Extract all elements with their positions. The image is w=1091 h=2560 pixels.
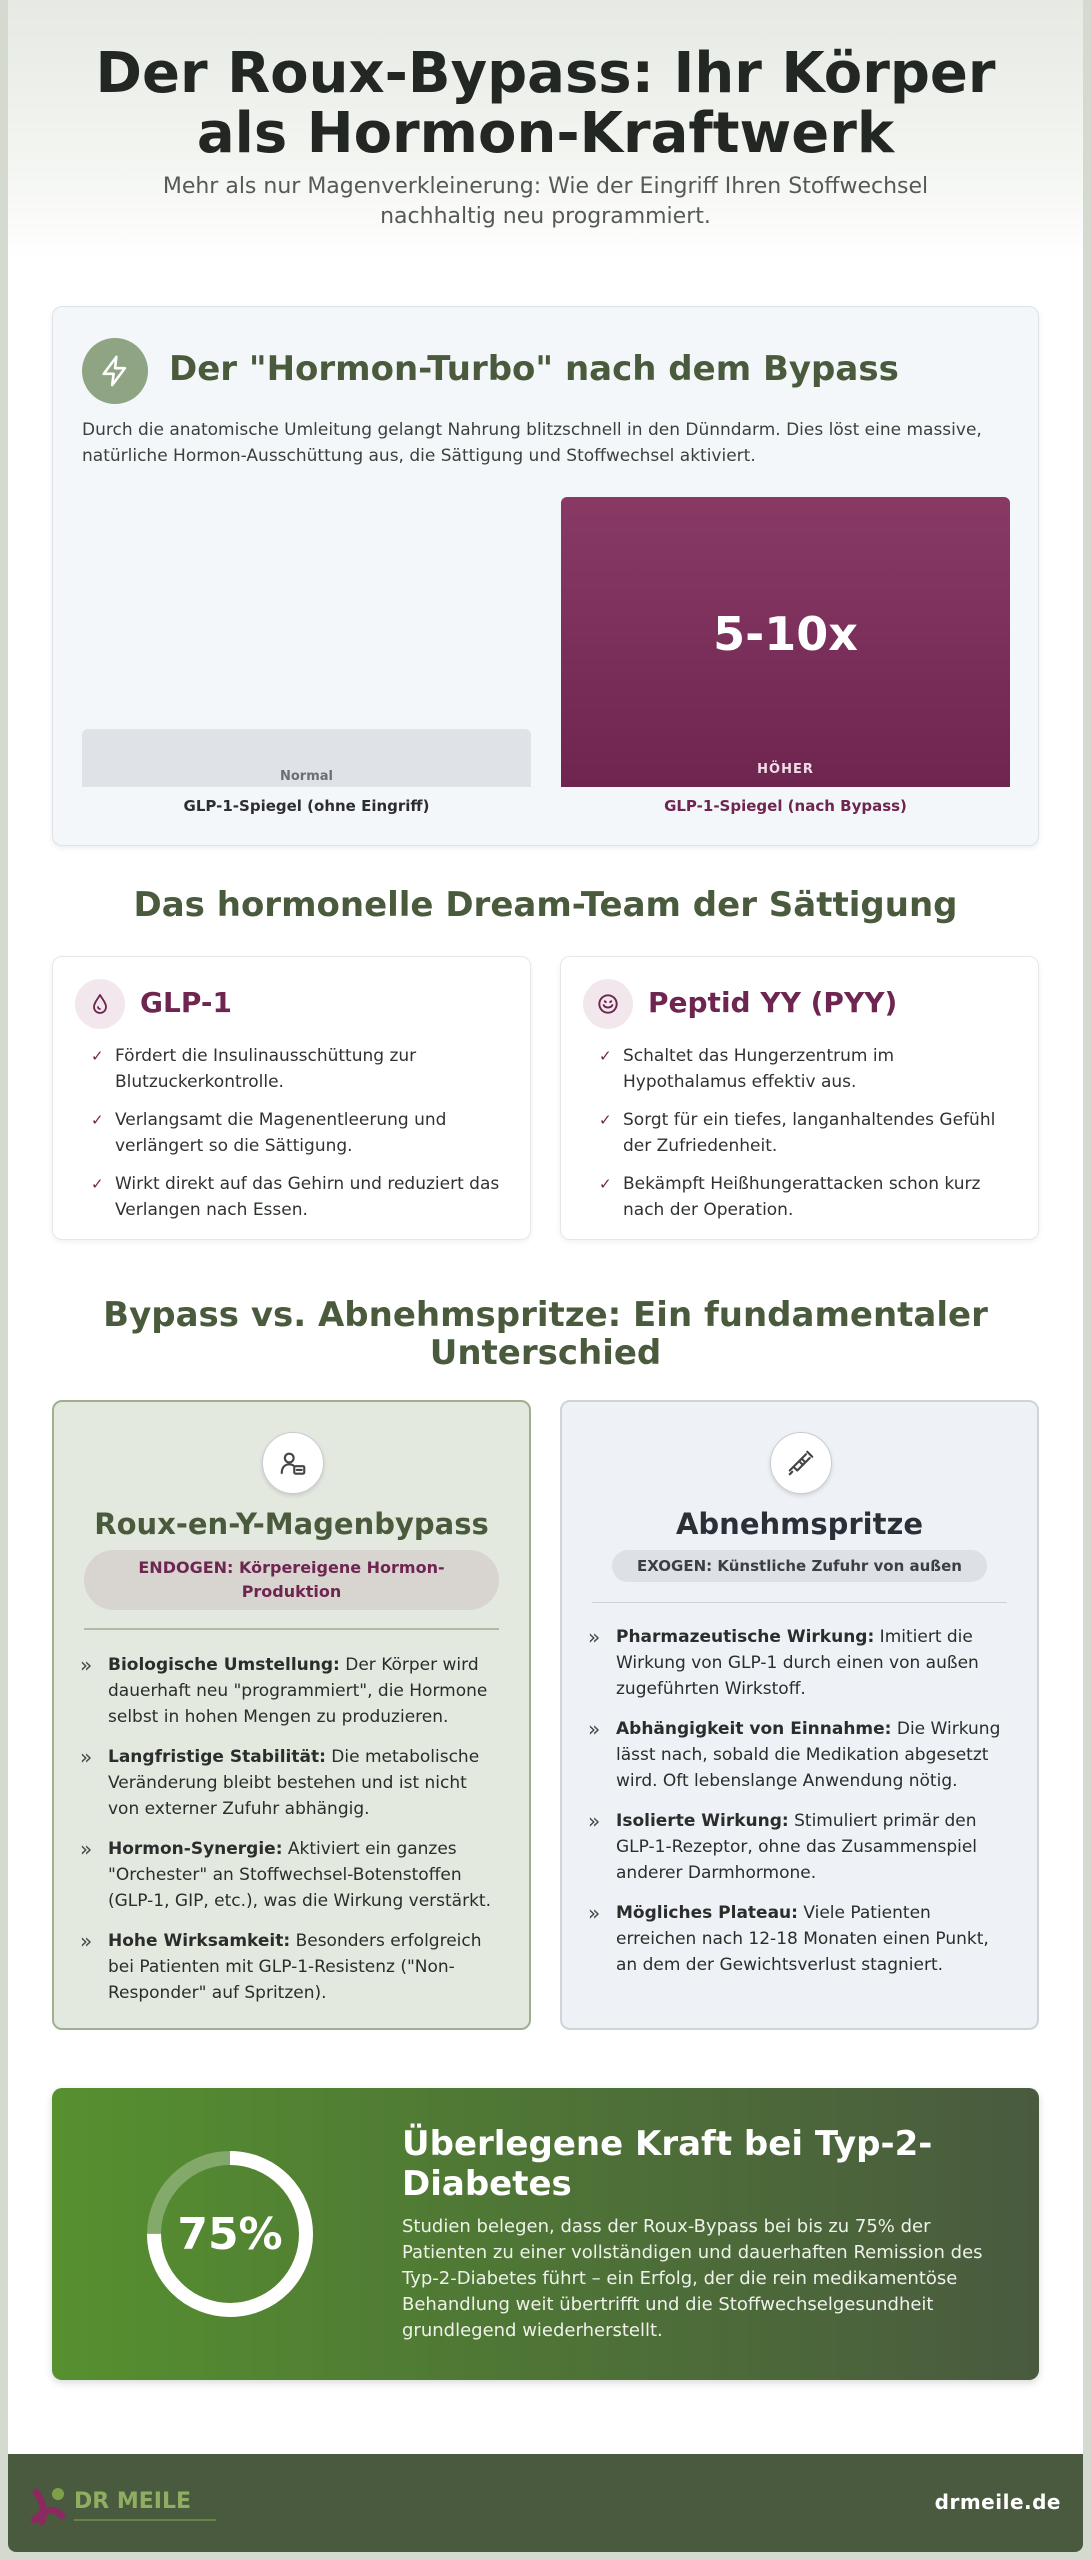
footer	[8, 2454, 1083, 2552]
list-item: » Isolierte Wirkung: Stimuliert primär den GLP-1-Rezeptor, ohne das Zusammenspiel anderer Darmhormone.	[588, 1809, 978, 1883]
endogen-badge: ENDOGEN: Körpereigene Hormon-Produktion	[84, 1550, 499, 1610]
svg-text:DR MEILE: DR MEILE	[74, 2489, 192, 2514]
diabetes-text: Studien belegen, dass der Roux-Bypass bei bis zu 75% der Patienten zu einer vollständigen und dauerhaften Remission des Typ-2-Diabetes führt – ein Erfolg, der die rein medikamentöse Behandlung weit übertrifft und die Stoffwechselgesundheit grundlegend wiederherstellt.	[402, 2216, 983, 2341]
spritze-card	[560, 1400, 1039, 2030]
list-item: » Pharmazeutische Wirkung: Imitiert die Wirkung von GLP-1 durch einen von außen zugeführten Wirkstoff.	[588, 1625, 979, 1699]
bar-normal	[82, 729, 531, 787]
user-id-icon	[262, 1432, 324, 1494]
hormone-turbo-card	[52, 306, 1039, 846]
diabetes-banner	[52, 2088, 1039, 2380]
chevrons-right-icon: »	[80, 1745, 93, 1769]
dr-meile-logo	[30, 2476, 230, 2534]
bar-caption-normal: GLP-1-Spiegel (ohne Eingriff)	[183, 797, 430, 815]
check-icon: ✓	[599, 1047, 612, 1065]
list-item: ✓ Schaltet das Hungerzentrum im Hypothalamus effektiv aus.	[599, 1043, 1018, 1095]
bar-normal-label: Normal	[280, 769, 333, 784]
check-icon: ✓	[91, 1175, 104, 1193]
bar-after-bypass	[561, 497, 1010, 787]
page	[8, 0, 1083, 2552]
list-item: ✓ Fördert die Insulinausschüttung zur Blutzuckerkontrolle.	[91, 1043, 510, 1095]
bar-multiplier-label: 5-10x	[713, 607, 858, 661]
dreamteam-title: Das hormonelle Dream-Team der Sättigung	[133, 885, 958, 925]
chevrons-right-icon: »	[588, 1625, 601, 1649]
list-item: ✓ Sorgt für ein tiefes, langanhaltendes Gefühl der Zufriedenheit.	[599, 1107, 1018, 1159]
spritze-list	[588, 1624, 1009, 1992]
chevrons-right-icon: »	[80, 1653, 93, 1677]
check-icon: ✓	[599, 1111, 612, 1129]
glp1-card	[52, 956, 531, 1240]
list-item: » Langfristige Stabilität: Die metabolische Veränderung bleibt bestehen und ist nicht von externer Zufuhr abhängig.	[80, 1745, 480, 1819]
turbo-description: Durch die anatomische Umleitung gelangt Nahrung blitzschnell in den Dünndarm. Dies löst eine massive, natürliche Hormon-Ausschüttung aus, die Sättigung und Stoffwechsel aktiviert.	[82, 420, 982, 466]
list-item: ✓ Verlangsamt die Magenentleerung und verlängert so die Sättigung.	[91, 1107, 510, 1159]
list-item: » Biologische Umstellung: Der Körper wird dauerhaft neu "programmiert", die Hormone selbst in hohen Mengen zu produzieren.	[80, 1653, 488, 1727]
check-icon: ✓	[599, 1175, 612, 1193]
divider	[84, 1628, 499, 1630]
smile-icon	[583, 979, 633, 1029]
list-item: ✓ Wirkt direkt auf das Gehirn und reduziert das Verlangen nach Essen.	[91, 1171, 510, 1223]
percent-label: 75%	[177, 2208, 283, 2260]
bar-caption-bypass: GLP-1-Spiegel (nach Bypass)	[664, 797, 907, 815]
list-item: ✓ Bekämpft Heißhungerattacken schon kurz nach der Operation.	[599, 1171, 1018, 1223]
pyy-card	[560, 956, 1039, 1240]
glp1-list	[91, 1043, 510, 1235]
list-item: » Hormon-Synergie: Aktiviert ein ganzes "Orchester" an Stoffwechsel-Botenstoffen (GLP-1, GIP, etc.), was die Wirkung verstärkt.	[80, 1837, 491, 1911]
list-item: » Abhängigkeit von Einnahme: Die Wirkung lässt nach, sobald die Medikation abgesetzt wird. Oft lebenslange Anwendung nötig.	[588, 1717, 1001, 1791]
bypass-card	[52, 1400, 531, 2030]
check-icon: ✓	[91, 1111, 104, 1129]
check-icon: ✓	[91, 1047, 104, 1065]
turbo-title: Der "Hormon-Turbo" nach dem Bypass	[169, 349, 899, 389]
compare-title: Bypass vs. Abnehmspritze: Ein fundamentaler Unterschied	[103, 1295, 988, 1373]
chevrons-right-icon: »	[80, 1837, 93, 1861]
bypass-title: Roux-en-Y-Magenbypass	[94, 1507, 489, 1541]
pyy-list	[599, 1043, 1018, 1235]
droplet-icon	[75, 979, 125, 1029]
chevrons-right-icon: »	[588, 1809, 601, 1833]
chevrons-right-icon: »	[588, 1717, 601, 1741]
bar-high-label: HÖHER	[757, 762, 814, 777]
chevrons-right-icon: »	[588, 1901, 601, 1925]
chevrons-right-icon: »	[80, 1929, 93, 1953]
lightning-icon	[82, 338, 148, 404]
list-item: » Mögliches Plateau: Viele Patienten erreichen nach 12-18 Monaten einen Punkt, an dem der Gewichtsverlust stagniert.	[588, 1901, 989, 1975]
spritze-title: Abnehmspritze	[675, 1507, 924, 1541]
glp1-title: GLP-1	[140, 986, 232, 1019]
divider	[592, 1602, 1007, 1603]
page-subtitle: Mehr als nur Magenverkleinerung: Wie der Eingriff Ihren Stoffwechsel nachhaltig neu programmiert.	[162, 174, 929, 229]
syringe-icon	[770, 1432, 832, 1494]
pyy-title: Peptid YY (PYY)	[648, 986, 898, 1019]
hero-header	[8, 0, 1083, 262]
list-item: » Hohe Wirksamkeit: Besonders erfolgreich bei Patienten mit GLP-1-Resistenz ("Non-Responder" auf Spritzen).	[80, 1929, 482, 2003]
website-link[interactable]: drmeile.de	[934, 2490, 1061, 2514]
diabetes-title: Überlegene Kraft bei Typ-2-Diabetes	[402, 2124, 933, 2204]
exogen-badge: EXOGEN: Künstliche Zufuhr von außen	[612, 1550, 987, 1582]
page-title: Der Roux-Bypass: Ihr Körper als Hormon-Kraftwerk	[95, 41, 996, 166]
bypass-list	[80, 1652, 501, 2020]
